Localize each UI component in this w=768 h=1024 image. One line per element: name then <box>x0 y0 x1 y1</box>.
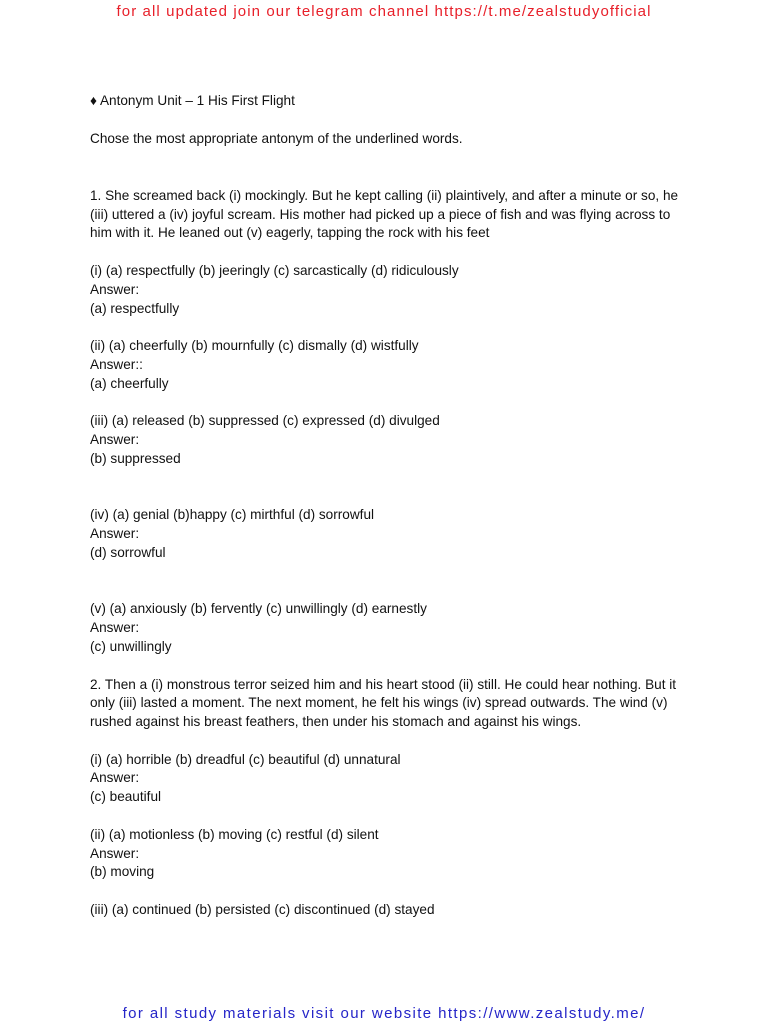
question-1-passage: 1. She screamed back (i) mockingly. But he kept calling (ii) plaintively, and after a minute or so, he (iii) uttered a (iv) joyful scream. His mother had picked up a piece of fish and was flying across to him with it. He leaned out (v) eagerly, tapping the rock with his feet <box>90 187 679 241</box>
options-text: (ii) (a) cheerfully (b) mournfully (c) dismally (d) wistfully <box>90 338 419 354</box>
question-1-item-ii <box>90 337 690 393</box>
question-1-item-iii <box>90 412 690 468</box>
question-2-item-ii <box>90 826 690 882</box>
options-text: (i) (a) horrible (b) dreadful (c) beautiful (d) unnatural <box>90 751 401 767</box>
website-banner[interactable]: for all study materials visit our website https://www.zealstudy.me/ <box>122 1005 646 1022</box>
document-body <box>90 92 690 920</box>
answer-text: (a) cheerfully <box>90 375 169 391</box>
options-text: (v) (a) anxiously (b) fervently (c) unwillingly (d) earnestly <box>90 601 427 617</box>
answer-text: (c) beautiful <box>90 789 162 805</box>
answer-label: Answer: <box>90 526 140 542</box>
question-1-item-i <box>90 262 690 318</box>
answer-label: Answer: <box>90 770 140 786</box>
answer-text: (a) respectfully <box>90 300 180 316</box>
answer-label: Answer:: <box>90 356 143 372</box>
answer-label: Answer: <box>90 432 140 448</box>
answer-label: Answer: <box>90 845 140 861</box>
options-text: (iii) (a) continued (b) persisted (c) discontinued (d) stayed <box>90 902 435 918</box>
options-text: (i) (a) respectfully (b) jeeringly (c) sarcastically (d) ridiculously <box>90 262 459 278</box>
options-text: (iii) (a) released (b) suppressed (c) expressed (d) divulged <box>90 413 440 429</box>
question-1-item-iv <box>90 506 690 562</box>
question-2-item-iii <box>90 901 690 920</box>
document-title: ♦ Antonym Unit – 1 His First Flight <box>90 93 295 108</box>
answer-label: Answer: <box>90 620 140 636</box>
options-text: (ii) (a) motionless (b) moving (c) restful (d) silent <box>90 826 379 842</box>
question-2-item-i <box>90 751 690 807</box>
answer-text: (c) unwillingly <box>90 638 172 654</box>
answer-text: (b) suppressed <box>90 450 181 466</box>
question-2-passage: 2. Then a (i) monstrous terror seized him and his heart stood (ii) still. He could hear nothing. But it only (iii) lasted a moment. The next moment, he felt his wings (iv) spread outwards. The wind (v) rushed against his breast feathers, then under his stomach and against his wings. <box>90 676 677 730</box>
answer-label: Answer: <box>90 281 140 297</box>
answer-text: (d) sorrowful <box>90 544 166 560</box>
options-text: (iv) (a) genial (b)happy (c) mirthful (d) sorrowful <box>90 507 375 523</box>
answer-text: (b) moving <box>90 864 155 880</box>
instruction-text: Chose the most appropriate antonym of the underlined words. <box>90 131 463 147</box>
telegram-banner[interactable]: for all updated join our telegram channel https://t.me/zealstudyofficial <box>116 3 652 20</box>
question-1-item-v <box>90 600 690 656</box>
